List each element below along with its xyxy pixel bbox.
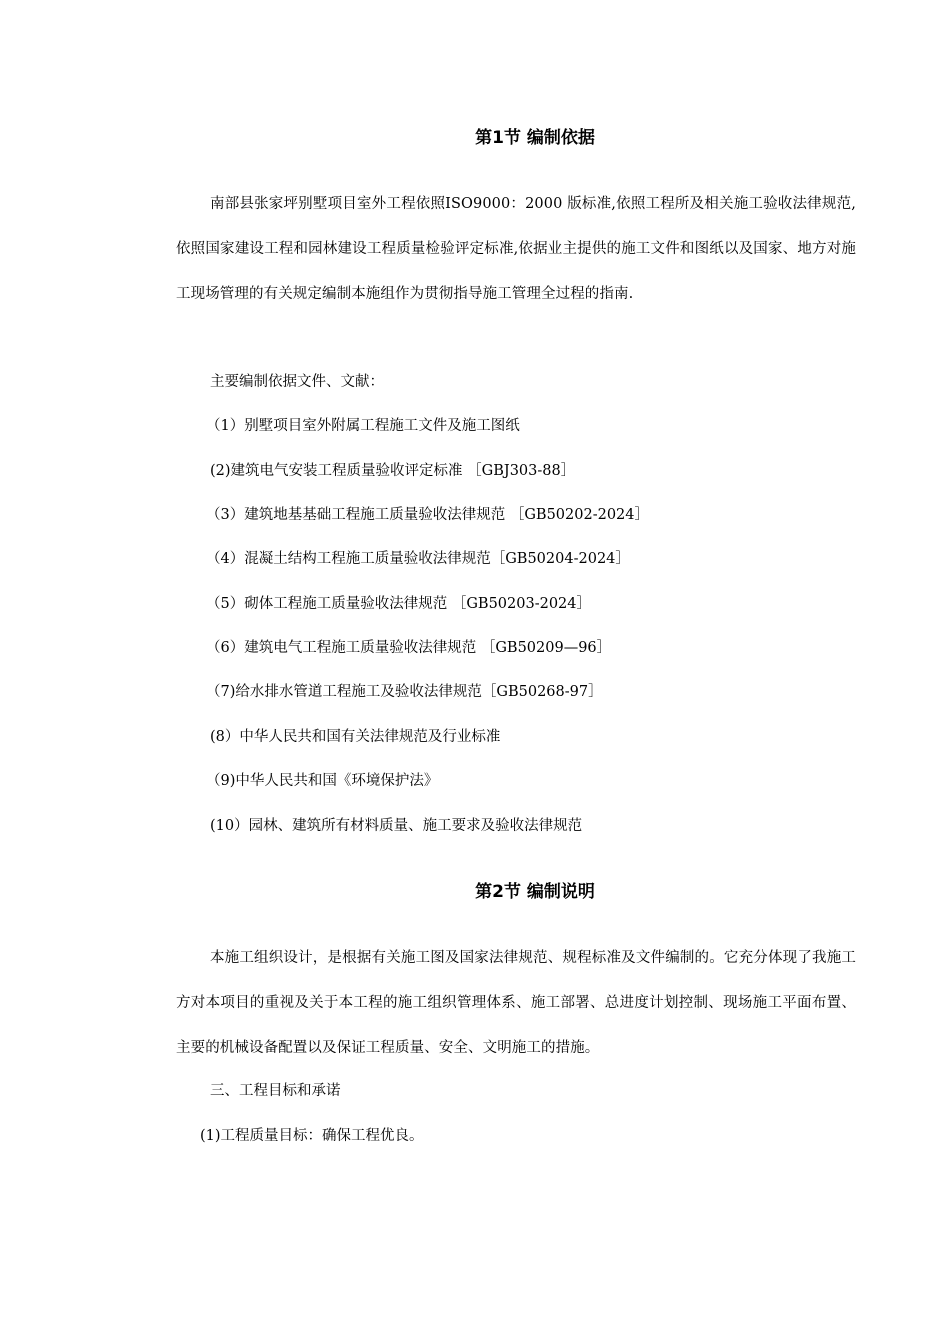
list-item: (8）中华人民共和国有关法律规范及行业标准	[210, 729, 501, 745]
list-heading: 主要编制依据文件、文献：	[210, 374, 384, 390]
list-item: （5）砌体工程施工质量验收法律规范 ［GB50203-2024］	[206, 596, 591, 612]
section-1-intro: 南部县张家坪别墅项目室外工程依照ISO9000：2000 版标准,依照工程所及相关施工验收法律规范,依照国家建设工程和园林建设工程质量检验评定标准,依据业主提供的施工文件和图纸以及国家、地方对施工现场管理的有关规定编制本施组作为贯彻指导施工管理全过程的指南.	[176, 196, 856, 302]
list-item: （3）建筑地基基础工程施工质量验收法律规范 ［GB50202-2024］	[206, 507, 649, 523]
list-item: （1）别墅项目室外附属工程施工文件及施工图纸	[206, 418, 520, 434]
section-2-title: 第2节 编制说明	[475, 882, 595, 902]
list-item: （4）混凝土结构工程施工质量验收法律规范［GB50204-2024］	[206, 551, 630, 567]
list-item: （9)中华人民共和国《环境保护法》	[206, 773, 439, 789]
list-item: （7)给水排水管道工程施工及验收法律规范［GB50268-97］	[206, 684, 603, 700]
subheading: 三、工程目标和承诺	[210, 1083, 341, 1099]
section-2-intro: 本施工组织设计，是根据有关施工图及国家法律规范、规程标准及文件编制的。它充分体现了我施工方对本项目的重视及关于本工程的施工组织管理体系、施工部署、总进度计划控制、现场施工平面布置、主要的机械设备配置以及保证工程质量、安全、文明施工的措施。	[176, 950, 856, 1056]
quality-goal: (1)工程质量目标：确保工程优良。	[200, 1128, 424, 1144]
section-1-title: 第1节 编制依据	[475, 128, 595, 148]
list-item: (10）园林、建筑所有材料质量、施工要求及验收法律规范	[210, 818, 583, 834]
list-item: (2)建筑电气安装工程质量验收评定标准 ［GBJ303-88］	[210, 463, 576, 479]
list-item: （6）建筑电气工程施工质量验收法律规范 ［GB50209—96］	[206, 640, 612, 656]
